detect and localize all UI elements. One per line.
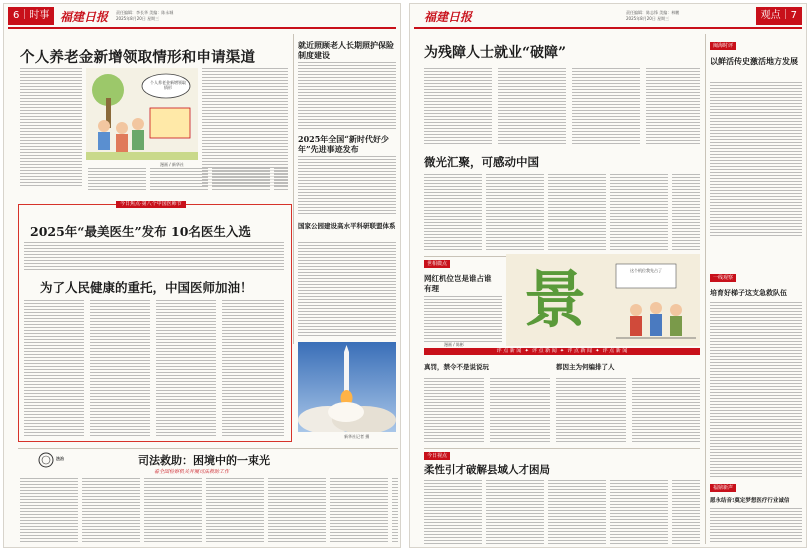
article-text-block [156, 300, 216, 436]
sidebar2-label: 一线观察 [710, 274, 736, 282]
header-meta-2: 2025年8月20日 星期三 [116, 16, 160, 21]
cartoon-big-character: 景 [524, 263, 587, 336]
column-label: 世相微点 [424, 260, 450, 268]
illustration-credit: 漫画 / 新华社 [160, 162, 184, 167]
cartoon-credit: 漫画 / 陈彬 [444, 342, 464, 347]
seal-text: 法治 [56, 456, 64, 461]
sidebar3-label: 福鼎新声 [710, 484, 736, 492]
cartoon-illustration [506, 254, 700, 346]
band-label: 评 点 新 闻 [531, 348, 557, 354]
side-story3-title: 国家公园建设高水平科研联盟体系 [298, 222, 396, 230]
article-text-block [24, 300, 84, 436]
article-text-block [298, 156, 396, 216]
column-title: 网红机位岂是谁占谁有理 [424, 274, 492, 293]
article-text-block [20, 478, 398, 544]
section-divider [424, 448, 700, 449]
headline-doctors: 2025年“最美医生”发布 10名医生入选 [30, 224, 251, 239]
pension-illustration [86, 68, 198, 160]
article-text-block [632, 378, 700, 444]
subheadline-legal-aid: 看全国检察机关开展司法救助工作 [154, 469, 230, 475]
page-header [410, 4, 806, 28]
article-text-block [424, 174, 700, 252]
sidebar-label: 闽海时评 [710, 42, 736, 50]
article-text-block [298, 242, 396, 338]
newspaper-page-right [409, 3, 807, 548]
small-headline-left: 真罚，禁令不是说说玩 [424, 363, 489, 371]
header-meta-1: 责任编辑：陈志锋 美编：林鹏 [626, 10, 680, 15]
headline-health: 为了人民健康的重托，中国医师加油！ [40, 280, 253, 295]
sidebar3-title: 愿永结音!奠定梦想医疗行业诚信 [710, 498, 790, 504]
article-text-block [710, 302, 802, 478]
page-number-label: 观点｜7 [756, 7, 802, 25]
headline-pension: 个人养老金新增领取情形和申请渠道 [20, 49, 256, 66]
page-number-label: 6｜时事 [8, 7, 54, 25]
section-divider [18, 448, 398, 449]
newspaper-logo: 福建日报 [424, 10, 473, 24]
article-text-block [710, 508, 802, 544]
newspaper-logo: 福建日报 [60, 10, 109, 24]
band-label: 评 点 新 闻 [602, 348, 628, 354]
headline-legal-aid: 司法救助：困境中的一束光 [138, 454, 270, 467]
rocket-launch-photo [298, 342, 396, 432]
article-text-block [424, 296, 502, 342]
article-text-block [424, 480, 700, 544]
newspaper-page-left [3, 3, 401, 548]
band-label: 评 点 新 闻 [567, 348, 593, 354]
article-text-block [710, 82, 802, 238]
article-text-block [298, 62, 396, 130]
side-story-title: 就近照顾老人长期照护保险制度建设 [298, 40, 394, 60]
headline-faint-light: 微光汇聚，可感动中国 [424, 155, 539, 169]
article-text-block [556, 378, 626, 444]
article-text-block [222, 300, 284, 436]
article-text-block [498, 68, 566, 146]
article-text-block [424, 68, 492, 146]
article-text-block [572, 68, 640, 146]
sidebar-title: 以鲜活传史激活地方发展 [710, 56, 798, 66]
headline-talent: 柔性引才破解县域人才困局 [424, 464, 550, 476]
header-rule [414, 27, 802, 29]
sidebar2-title: 培育好梯子这支急救队伍 [710, 288, 787, 297]
page-header [4, 4, 400, 28]
column2-label: 今日视点 [424, 452, 450, 460]
band-label: 评 点 新 闻 [496, 348, 522, 354]
article-text-block [424, 378, 484, 444]
article-text-block [490, 378, 550, 444]
column-divider [705, 34, 706, 544]
article-text-block [88, 168, 288, 190]
headline-disability-employment: 为残障人士就业“破障” [424, 45, 567, 61]
illustration-speech: 个人养老金新增领取情形 [150, 80, 186, 90]
article-text-block [90, 300, 150, 436]
rocket-caption: 新华社记者 摄 [344, 434, 370, 439]
column-divider [293, 34, 294, 344]
side-story2-title: 2025年全国“新时代好少年”先进事迹发布 [298, 134, 389, 154]
header-rule [8, 27, 396, 29]
article-text-block [20, 68, 82, 188]
cartoon-speech: 这个机位我先占了 [630, 268, 662, 273]
small-headline-mid: 都因主为何编排了人 [556, 363, 615, 371]
news-comment-band: 评 点 新 闻 ✦ 评 点 新 闻 ✦ 评 点 新 闻 ✦ 评 点 新 闻 [424, 348, 700, 355]
article-text-block [646, 68, 700, 146]
header-meta-1: 责任编辑：李长华 美编：陈永城 [116, 10, 174, 15]
header-meta-2: 2025年8月20日 星期三 [626, 16, 670, 21]
section-band-label: 今日焦点·第八个中国医师节 [116, 201, 186, 208]
article-text-block [24, 242, 284, 272]
court-seal-icon [38, 452, 54, 468]
